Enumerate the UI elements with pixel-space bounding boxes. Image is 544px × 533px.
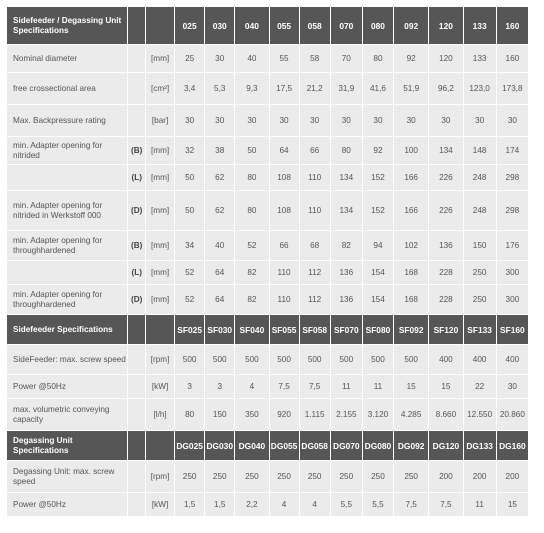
value-cell: 3 — [175, 375, 205, 399]
value-cell: 108 — [269, 165, 299, 191]
value-cell: 250 — [299, 461, 330, 493]
spec-table — [6, 6, 529, 517]
row-unit: [mm] — [146, 45, 175, 73]
value-cell: 500 — [330, 345, 362, 375]
column-header: DG055 — [269, 431, 299, 461]
row-label: Max. Backpressure rating — [7, 105, 128, 137]
value-cell: 300 — [496, 285, 528, 315]
value-cell: 50 — [235, 137, 269, 165]
value-cell: 500 — [175, 345, 205, 375]
row-label: Degassing Unit: max. screw speed — [7, 461, 128, 493]
value-cell: 38 — [205, 137, 235, 165]
value-cell: 58 — [299, 45, 330, 73]
value-cell: 11 — [463, 493, 496, 517]
value-cell: 168 — [394, 261, 429, 285]
row-label: Power @50Hz — [7, 375, 128, 399]
value-cell: 1,5 — [205, 493, 235, 517]
value-cell: 250 — [463, 261, 496, 285]
row-label: min. Adapter opening for throughhardened — [7, 285, 128, 315]
value-cell: 228 — [429, 261, 463, 285]
value-cell: 250 — [362, 461, 393, 493]
value-cell: 50 — [175, 191, 205, 231]
value-cell: 22 — [463, 375, 496, 399]
row-unit: [rpm] — [146, 461, 175, 493]
column-header: SF080 — [362, 315, 393, 345]
row-marker — [128, 345, 146, 375]
value-cell: 30 — [496, 375, 528, 399]
table-row — [7, 375, 529, 399]
header-empty-cell — [146, 7, 175, 45]
column-header: SF120 — [429, 315, 463, 345]
value-cell: 7,5 — [269, 375, 299, 399]
value-cell: 136 — [330, 261, 362, 285]
value-cell: 136 — [429, 231, 463, 261]
row-label: min. Adapter opening for throughhardened — [7, 231, 128, 261]
value-cell: 200 — [496, 461, 528, 493]
value-cell: 80 — [175, 399, 205, 431]
value-cell: 1.115 — [299, 399, 330, 431]
table-row — [7, 165, 529, 191]
value-cell: 15 — [496, 493, 528, 517]
header-empty-cell — [128, 431, 146, 461]
row-label: Nominal diameter — [7, 45, 128, 73]
value-cell: 30 — [205, 45, 235, 73]
value-cell: 34 — [175, 231, 205, 261]
value-cell: 160 — [496, 45, 528, 73]
value-cell: 112 — [299, 285, 330, 315]
value-cell: 400 — [496, 345, 528, 375]
header-empty-cell — [146, 431, 175, 461]
row-unit: [bar] — [146, 105, 175, 137]
value-cell: 51,9 — [394, 73, 429, 105]
value-cell: 173,8 — [496, 73, 528, 105]
value-cell: 15 — [429, 375, 463, 399]
value-cell: 25 — [175, 45, 205, 73]
column-header: DG070 — [330, 431, 362, 461]
value-cell: 80 — [235, 165, 269, 191]
column-header: SF025 — [175, 315, 205, 345]
column-header: 058 — [299, 7, 330, 45]
value-cell: 52 — [235, 231, 269, 261]
column-header: 040 — [235, 7, 269, 45]
column-header: SF040 — [235, 315, 269, 345]
table-row — [7, 105, 529, 137]
value-cell: 30 — [394, 105, 429, 137]
value-cell: 350 — [235, 399, 269, 431]
section-title: Sidefeeder Specifications — [7, 315, 128, 345]
value-cell: 500 — [394, 345, 429, 375]
value-cell: 134 — [429, 137, 463, 165]
table-row — [7, 461, 529, 493]
value-cell: 110 — [269, 285, 299, 315]
table-row — [7, 493, 529, 517]
row-unit: [cm²] — [146, 73, 175, 105]
row-label: SideFeeder: max. screw speed — [7, 345, 128, 375]
column-header: DG025 — [175, 431, 205, 461]
value-cell: 500 — [299, 345, 330, 375]
row-marker — [128, 399, 146, 431]
value-cell: 9,3 — [235, 73, 269, 105]
value-cell: 82 — [235, 285, 269, 315]
value-cell: 176 — [496, 231, 528, 261]
value-cell: 248 — [463, 191, 496, 231]
row-unit: [rpm] — [146, 345, 175, 375]
value-cell: 3 — [205, 375, 235, 399]
value-cell: 228 — [429, 285, 463, 315]
value-cell: 298 — [496, 191, 528, 231]
row-label: free crossectional area — [7, 73, 128, 105]
column-header: 120 — [429, 7, 463, 45]
row-marker: (B) — [128, 137, 146, 165]
table-row — [7, 399, 529, 431]
value-cell: 226 — [429, 165, 463, 191]
value-cell: 40 — [235, 45, 269, 73]
row-marker: (B) — [128, 231, 146, 261]
table-row — [7, 191, 529, 231]
value-cell: 226 — [429, 191, 463, 231]
header-empty-cell — [146, 315, 175, 345]
value-cell: 920 — [269, 399, 299, 431]
value-cell: 80 — [330, 137, 362, 165]
table-row — [7, 261, 529, 285]
column-header: DG080 — [362, 431, 393, 461]
column-header: 080 — [362, 7, 393, 45]
row-unit: [mm] — [146, 261, 175, 285]
column-header: DG030 — [205, 431, 235, 461]
section-title: Degassing Unit Specifications — [7, 431, 128, 461]
value-cell: 400 — [463, 345, 496, 375]
value-cell: 21,2 — [299, 73, 330, 105]
value-cell: 250 — [235, 461, 269, 493]
value-cell: 96,2 — [429, 73, 463, 105]
value-cell: 66 — [269, 231, 299, 261]
table-row — [7, 231, 529, 261]
value-cell: 30 — [463, 105, 496, 137]
value-cell: 92 — [394, 45, 429, 73]
value-cell: 5,5 — [362, 493, 393, 517]
value-cell: 30 — [330, 105, 362, 137]
row-label — [7, 165, 128, 191]
row-unit: [kW] — [146, 375, 175, 399]
row-unit: [mm] — [146, 165, 175, 191]
value-cell: 7,5 — [429, 493, 463, 517]
value-cell: 30 — [362, 105, 393, 137]
value-cell: 30 — [299, 105, 330, 137]
row-marker: (L) — [128, 261, 146, 285]
value-cell: 55 — [269, 45, 299, 73]
value-cell: 30 — [429, 105, 463, 137]
value-cell: 248 — [463, 165, 496, 191]
value-cell: 17,5 — [269, 73, 299, 105]
value-cell: 150 — [205, 399, 235, 431]
row-unit: [mm] — [146, 231, 175, 261]
table-row — [7, 345, 529, 375]
value-cell: 32 — [175, 137, 205, 165]
row-label — [7, 261, 128, 285]
value-cell: 64 — [205, 261, 235, 285]
value-cell: 11 — [330, 375, 362, 399]
table-row — [7, 45, 529, 73]
value-cell: 150 — [463, 231, 496, 261]
value-cell: 152 — [362, 191, 393, 231]
value-cell: 200 — [429, 461, 463, 493]
value-cell: 62 — [205, 165, 235, 191]
value-cell: 30 — [205, 105, 235, 137]
value-cell: 108 — [269, 191, 299, 231]
value-cell: 30 — [269, 105, 299, 137]
value-cell: 82 — [330, 231, 362, 261]
value-cell: 174 — [496, 137, 528, 165]
value-cell: 250 — [463, 285, 496, 315]
value-cell: 30 — [235, 105, 269, 137]
value-cell: 3.120 — [362, 399, 393, 431]
value-cell: 200 — [463, 461, 496, 493]
value-cell: 250 — [394, 461, 429, 493]
value-cell: 64 — [205, 285, 235, 315]
value-cell: 110 — [299, 191, 330, 231]
section-header — [7, 7, 529, 45]
column-header: DG092 — [394, 431, 429, 461]
value-cell: 250 — [269, 461, 299, 493]
value-cell: 20.860 — [496, 399, 528, 431]
value-cell: 298 — [496, 165, 528, 191]
value-cell: 500 — [205, 345, 235, 375]
value-cell: 40 — [205, 231, 235, 261]
column-header: 160 — [496, 7, 528, 45]
value-cell: 80 — [362, 45, 393, 73]
row-marker — [128, 105, 146, 137]
column-header: 055 — [269, 7, 299, 45]
column-header: DG058 — [299, 431, 330, 461]
value-cell: 41,6 — [362, 73, 393, 105]
row-unit: [mm] — [146, 191, 175, 231]
row-unit: [mm] — [146, 137, 175, 165]
row-unit: [mm] — [146, 285, 175, 315]
column-header: SF070 — [330, 315, 362, 345]
value-cell: 92 — [362, 137, 393, 165]
value-cell: 2.155 — [330, 399, 362, 431]
value-cell: 123,0 — [463, 73, 496, 105]
row-label: min. Adapter opening for nitrided — [7, 137, 128, 165]
column-header: SF160 — [496, 315, 528, 345]
column-header: 070 — [330, 7, 362, 45]
row-marker — [128, 375, 146, 399]
value-cell: 100 — [394, 137, 429, 165]
column-header: SF058 — [299, 315, 330, 345]
value-cell: 31,9 — [330, 73, 362, 105]
value-cell: 168 — [394, 285, 429, 315]
row-marker: (L) — [128, 165, 146, 191]
value-cell: 250 — [205, 461, 235, 493]
value-cell: 500 — [235, 345, 269, 375]
value-cell: 300 — [496, 261, 528, 285]
row-unit: [kW] — [146, 493, 175, 517]
column-header: DG120 — [429, 431, 463, 461]
value-cell: 148 — [463, 137, 496, 165]
value-cell: 5,3 — [205, 73, 235, 105]
value-cell: 5,5 — [330, 493, 362, 517]
column-header: DG160 — [496, 431, 528, 461]
value-cell: 134 — [330, 165, 362, 191]
section-header — [7, 431, 529, 461]
value-cell: 154 — [362, 285, 393, 315]
value-cell: 110 — [269, 261, 299, 285]
header-empty-cell — [128, 7, 146, 45]
value-cell: 154 — [362, 261, 393, 285]
value-cell: 166 — [394, 191, 429, 231]
value-cell: 500 — [269, 345, 299, 375]
row-label: max. volumetric conveying capacity — [7, 399, 128, 431]
table-row — [7, 285, 529, 315]
value-cell: 1,5 — [175, 493, 205, 517]
value-cell: 4.285 — [394, 399, 429, 431]
value-cell: 30 — [175, 105, 205, 137]
value-cell: 4 — [269, 493, 299, 517]
value-cell: 120 — [429, 45, 463, 73]
column-header: 025 — [175, 7, 205, 45]
value-cell: 80 — [235, 191, 269, 231]
value-cell: 7,5 — [394, 493, 429, 517]
row-marker — [128, 73, 146, 105]
value-cell: 4 — [235, 375, 269, 399]
row-label: Power @50Hz — [7, 493, 128, 517]
row-marker — [128, 45, 146, 73]
column-header: 092 — [394, 7, 429, 45]
value-cell: 133 — [463, 45, 496, 73]
value-cell: 7,5 — [299, 375, 330, 399]
column-header: DG133 — [463, 431, 496, 461]
value-cell: 4 — [299, 493, 330, 517]
row-marker: (D) — [128, 191, 146, 231]
table-row — [7, 137, 529, 165]
row-unit: [l/h] — [146, 399, 175, 431]
value-cell: 68 — [299, 231, 330, 261]
value-cell: 15 — [394, 375, 429, 399]
value-cell: 134 — [330, 191, 362, 231]
table-row — [7, 73, 529, 105]
value-cell: 3,4 — [175, 73, 205, 105]
value-cell: 2,2 — [235, 493, 269, 517]
value-cell: 110 — [299, 165, 330, 191]
value-cell: 50 — [175, 165, 205, 191]
value-cell: 136 — [330, 285, 362, 315]
row-marker — [128, 461, 146, 493]
value-cell: 82 — [235, 261, 269, 285]
column-header: 133 — [463, 7, 496, 45]
header-empty-cell — [128, 315, 146, 345]
value-cell: 64 — [269, 137, 299, 165]
value-cell: 166 — [394, 165, 429, 191]
value-cell: 500 — [362, 345, 393, 375]
column-header: SF092 — [394, 315, 429, 345]
column-header: 030 — [205, 7, 235, 45]
value-cell: 250 — [175, 461, 205, 493]
value-cell: 12.550 — [463, 399, 496, 431]
value-cell: 70 — [330, 45, 362, 73]
column-header: DG040 — [235, 431, 269, 461]
column-header: SF133 — [463, 315, 496, 345]
row-label: min. Adapter opening for nitrided in Werkstoff 000 — [7, 191, 128, 231]
value-cell: 66 — [299, 137, 330, 165]
section-title: Sidefeeder / Degassing Unit Specifications — [7, 7, 128, 45]
value-cell: 400 — [429, 345, 463, 375]
value-cell: 30 — [496, 105, 528, 137]
value-cell: 62 — [205, 191, 235, 231]
value-cell: 8.660 — [429, 399, 463, 431]
value-cell: 94 — [362, 231, 393, 261]
value-cell: 152 — [362, 165, 393, 191]
value-cell: 52 — [175, 285, 205, 315]
section-header — [7, 315, 529, 345]
value-cell: 112 — [299, 261, 330, 285]
row-marker: (D) — [128, 285, 146, 315]
value-cell: 102 — [394, 231, 429, 261]
column-header: SF055 — [269, 315, 299, 345]
value-cell: 52 — [175, 261, 205, 285]
value-cell: 11 — [362, 375, 393, 399]
row-marker — [128, 493, 146, 517]
column-header: SF030 — [205, 315, 235, 345]
value-cell: 250 — [330, 461, 362, 493]
